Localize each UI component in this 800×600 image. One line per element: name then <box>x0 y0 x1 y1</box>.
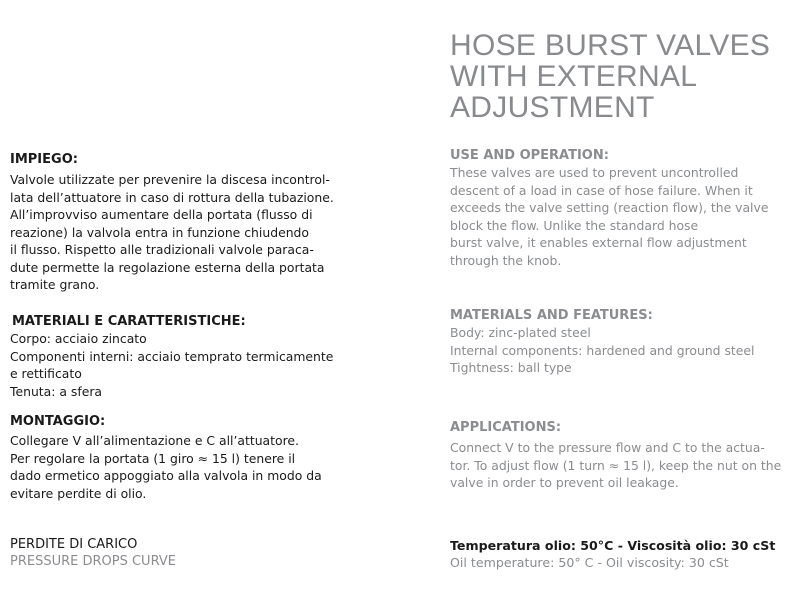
use-operation-heading: USE AND OPERATION: <box>450 148 609 163</box>
impiego-text: Valvole utilizzate per prevenire la discesa incontrol- lata dell’attuatore in caso di rottura della tubazione. All’improvviso aumentare della portata (flusso di reazione) la valvola entra in funzione chiudendo il flusso. Rispetto alle tradizionali valvole paraca- dute permette la regolazione esterna della portata tramite grano. <box>10 172 334 292</box>
applications-heading: APPLICATIONS: <box>450 420 562 435</box>
materials-features-section <box>450 308 795 377</box>
impiego-heading: IMPIEGO: <box>10 152 78 167</box>
temp-it-separator: - <box>613 538 628 553</box>
montaggio-heading: MONTAGGIO: <box>10 414 106 429</box>
materiali-heading: MATERIALI E CARATTERISTICHE: <box>12 314 246 329</box>
applications-section <box>450 420 795 492</box>
use-operation-text: These valves are used to prevent uncontrolled descent of a load in case of hose failure. When it exceeds the valve setting (reaction flow), the valve block the flow. Unlike the standard hose burst valve, it enables external flow adjustment through the knob. <box>450 165 769 268</box>
use-operation-section <box>450 148 795 269</box>
pressure-drops-curve-label: PRESSURE DROPS CURVE <box>10 554 177 569</box>
materials-features-heading: MATERIALS AND FEATURES: <box>450 308 653 323</box>
oil-temperature-en: Oil temperature: 50° C - Oil viscosity: 30 cSt <box>450 555 729 570</box>
temperature-block <box>450 537 795 571</box>
materials-features-text: Body: zinc-plated steel Internal components: hardened and ground steel Tightness: ball type <box>450 325 755 375</box>
materiali-section <box>12 314 392 400</box>
oil-temperature-it <box>450 537 795 554</box>
temp-it-value: Temperatura olio: 50°C <box>450 538 614 553</box>
montaggio-section <box>10 414 390 502</box>
applications-text: Connect V to the pressure flow and C to the actua- tor. To adjust flow (1 turn ≈ 15 l), keep the nut on the valve in order to prevent oil leakage. <box>450 440 782 490</box>
curve-label-block <box>10 536 390 570</box>
materiali-text: Corpo: acciaio zincato Componenti interni: acciaio temprato termicamente e rettificato Tenuta: a sfera <box>10 331 334 399</box>
document-title: HOSE BURST VALVES WITH EXTERNAL ADJUSTMENT <box>450 29 771 124</box>
viscosity-it-value: Viscosità olio: 30 cSt <box>627 538 776 553</box>
impiego-section <box>10 152 390 294</box>
perdite-di-carico-label: PERDITE DI CARICO <box>10 537 138 552</box>
montaggio-text: Collegare V all’alimentazione e C all’attuatore. Per regolare la portata (1 giro ≈ 15 l) tenere il dado ermetico appoggiato alla valvola in modo da evitare perdite di olio. <box>10 433 322 501</box>
